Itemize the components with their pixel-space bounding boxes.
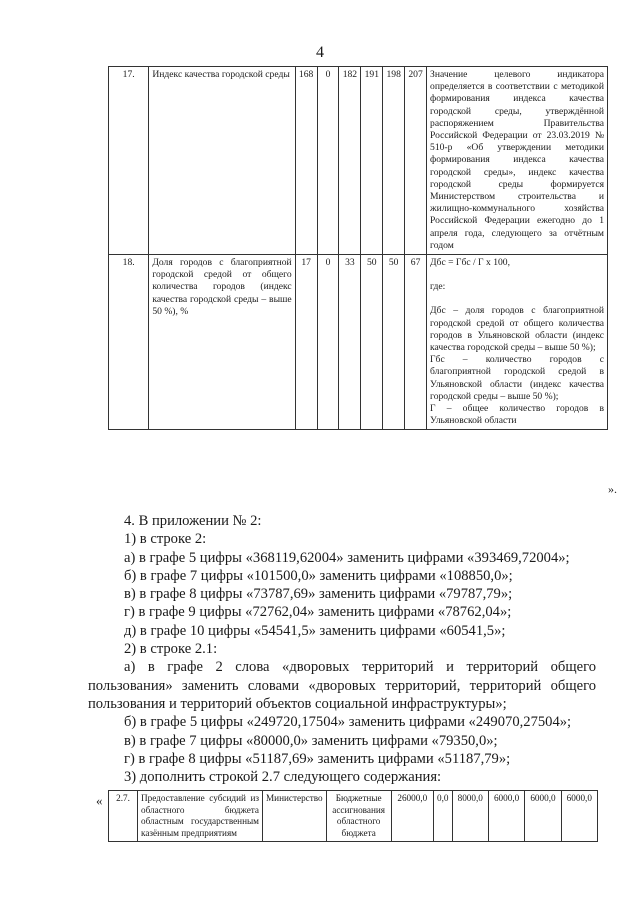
closing-quote: ». — [608, 482, 617, 496]
amendment-item: д) в графе 10 цифры «54541,5» заменить цифрами «60541,5»; — [124, 622, 506, 639]
value-cell: 50 — [361, 255, 383, 430]
row-number: 18. — [109, 255, 149, 430]
amendment-item: в) в графе 7 цифры «80000,0» заменить цифрами «79350,0»; — [124, 732, 498, 749]
table-row — [109, 67, 608, 255]
value-cell: 198 — [383, 67, 405, 255]
value-cell: 17 — [295, 255, 317, 430]
indicator-name: Доля городов с благоприятной городской средой от общего количества городов (индекс качества городской среды – выше 50 %), % — [149, 255, 295, 430]
row-number: 2.7. — [109, 791, 138, 842]
calculation-note — [427, 255, 608, 430]
amendment-item: а) в графе 2 слова «дворовых территорий и территорий общего пользования» заменить словами «дворовых территорий, территорий общего пользования и территорий объектов социальной инфраструктуры»; — [88, 659, 596, 712]
value-cell: 33 — [339, 255, 361, 430]
value-cell: 182 — [339, 67, 361, 255]
value-cell: 67 — [405, 255, 427, 430]
amount-cell: 6000,0 — [525, 791, 561, 842]
amendment-item: г) в графе 9 цифры «72762,04» заменить цифрами «78762,04»; — [124, 604, 512, 621]
amendment-item: в) в графе 8 цифры «73787,69» заменить цифрами «79787,79»; — [124, 586, 513, 603]
amendment-item: б) в графе 7 цифры «101500,0» заменить цифрами «108850,0»; — [124, 567, 513, 584]
amendment-item: б) в графе 5 цифры «249720,17504» заменить цифрами «249070,27504»; — [124, 714, 572, 731]
amount-cell: 6000,0 — [488, 791, 524, 842]
formula-term: Гбс – количество городов с благоприятной городской средой в Ульяновской области (индекс качества городской среды – выше 50 %); — [430, 354, 604, 402]
amendment-item: 3) дополнить строкой 2.7 следующего содержания: — [124, 769, 442, 786]
value-cell: 0 — [317, 255, 339, 430]
indicator-table — [108, 66, 608, 430]
formula-where: где: — [430, 281, 446, 293]
amount-cell: 26000,0 — [391, 791, 433, 842]
opening-quote: « — [96, 793, 103, 808]
amendment-item: г) в графе 8 цифры «51187,69» заменить цифрами «51187,79»; — [124, 750, 511, 767]
formula-term: Г – общее количество городов в Ульяновской области — [430, 403, 604, 427]
new-row-table — [108, 790, 598, 842]
funding-source: Бюджетные ассигнования областного бюджета — [326, 791, 391, 842]
amount-cell: 0,0 — [433, 791, 452, 842]
amount-cell: 6000,0 — [561, 791, 597, 842]
row-number: 17. — [109, 67, 149, 255]
amendment-text — [88, 512, 596, 786]
value-cell: 191 — [361, 67, 383, 255]
value-cell: 50 — [383, 255, 405, 430]
amendment-item: а) в графе 5 цифры «368119,62004» заменить цифрами «393469,72004»; — [124, 549, 570, 566]
amendment-heading: 4. В приложении № 2: — [124, 513, 262, 529]
amendment-item: 2) в строке 2.1: — [124, 641, 218, 658]
table-row — [109, 791, 598, 842]
value-cell: 207 — [405, 67, 427, 255]
page-number: 4 — [316, 44, 324, 61]
amount-cell: 8000,0 — [452, 791, 488, 842]
value-cell: 168 — [295, 67, 317, 255]
indicator-name: Индекс качества городской среды — [149, 67, 295, 255]
formula-term: Дбс – доля городов с благоприятной городской средой от общего количества городов в Ульяновской области (индекс качества городской среды – выше 50 %); — [430, 305, 604, 354]
table-row — [109, 255, 608, 430]
value-cell: 0 — [317, 67, 339, 255]
measure-name: Предоставление субсидий из областного бюджета областным государственным казённым предприятиям — [138, 791, 263, 842]
calculation-note: Значение целевого индикатора определяется в соответствии с методикой формирования индекса качества городской среды, утверждённой распоряжением Правительства Российской Федерации от 23.03.2019 № 510-р «Об утверждении методики формирования индекса качества городской среды», индекс качества городской среды формируется Министерством строительства и жилищно-коммунального хозяйства Российской Федерации ежегодно до 1 апреля года, следующего за отчётным годом — [427, 67, 608, 255]
formula: Дбс = Гбс / Г x 100, — [430, 257, 510, 269]
executor: Министерство — [263, 791, 327, 842]
amendment-item: 1) в строке 2: — [124, 531, 207, 548]
